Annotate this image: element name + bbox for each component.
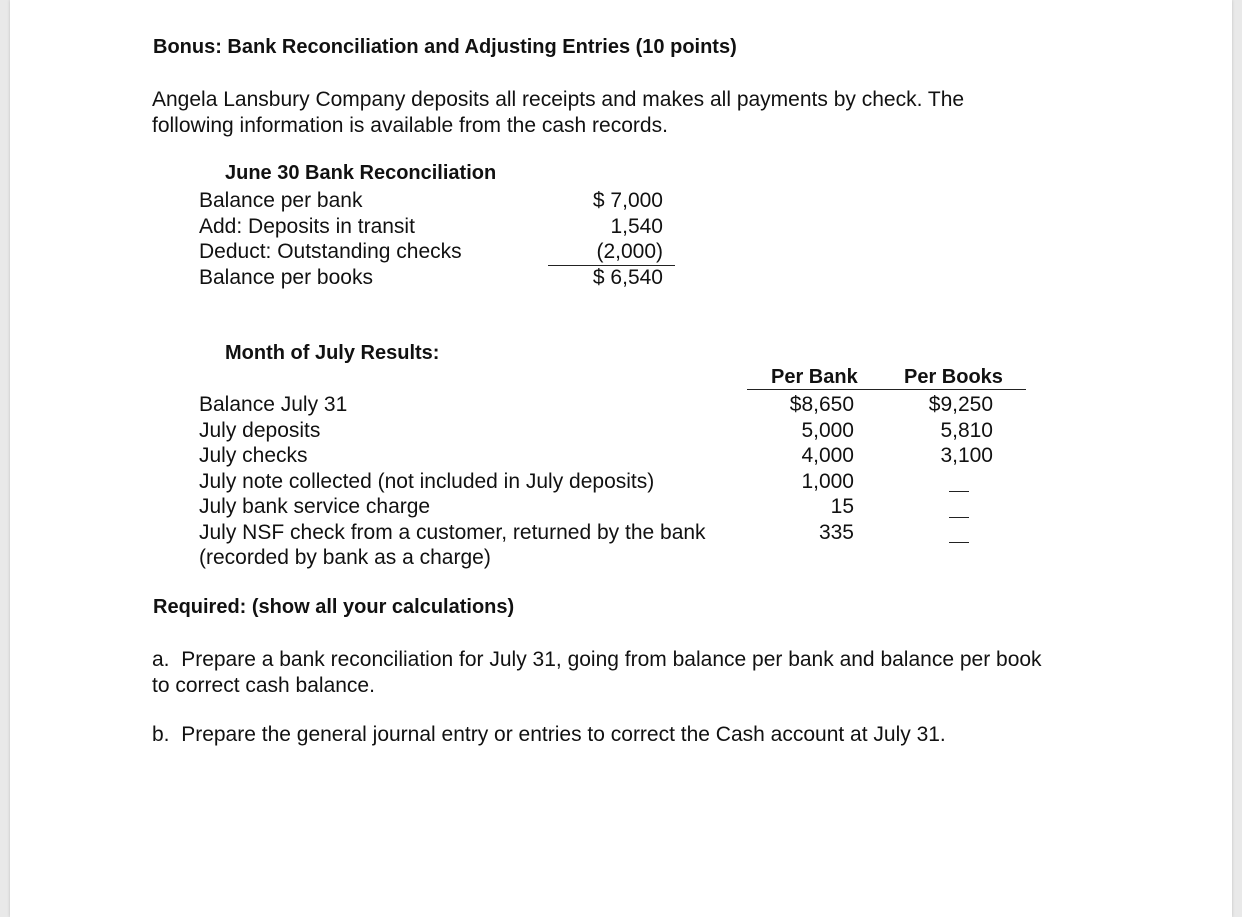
document-page [10,0,1232,917]
july-bank-service-charge: 15 [830,495,854,518]
july-label-balance: Balance July 31 [199,393,348,416]
july-books-balance: $9,250 [928,393,993,416]
july-label-service-charge: July bank service charge [199,495,431,518]
june-value-balance-bank: $ 7,000 [592,189,663,212]
july-bank-note-collected: 1,000 [801,469,854,493]
july-bank-balance: $8,650 [789,393,854,416]
june-value-outstanding-checks [548,239,675,266]
july-label-note-collected: July note collected (not included in July deposits) [199,469,655,493]
july-books-service-charge-dash [949,509,969,527]
june-heading: June 30 Bank Reconciliation [225,162,497,184]
july-label-nsf-note: (recorded by bank as a charge) [199,546,491,569]
july-label-deposits: July deposits [199,418,321,442]
june-value-balance-books: $ 6,540 [592,265,663,289]
part-b-text: Prepare the general journal entry or entries to correct the Cash account at July 31. [181,723,946,746]
part-a-text: Prepare a bank reconciliation for July 31, going from balance per bank and balance per book to correct cash balance. [152,648,1042,697]
july-bank-deposits: 5,000 [801,418,854,442]
dash-mark [949,491,969,492]
june-label-balance-bank: Balance per bank [199,189,363,212]
required-part-b [152,722,1062,748]
required-part-a [152,647,1062,698]
june-value-outstanding-checks-text: (2,000) [596,240,663,263]
july-bank-nsf-check: 335 [818,520,854,544]
july-books-checks: 3,100 [940,444,993,467]
july-books-deposits: 5,810 [940,418,993,442]
intro-paragraph: Angela Lansbury Company deposits all receipts and makes all payments by check. The following information is available from the cash records. [152,88,965,137]
july-books-note-collected-dash [949,483,969,501]
col-header-per-bank-text: Per Bank [771,366,858,388]
dash-mark [949,517,969,518]
june-value-deposits-in-transit: 1,540 [610,214,663,238]
june-label-outstanding-checks: Deduct: Outstanding checks [199,240,462,263]
july-heading: Month of July Results: [225,342,440,364]
dash-mark [949,542,969,543]
july-bank-checks: 4,000 [801,444,854,467]
part-b-marker: b. [152,723,170,746]
required-heading: Required: (show all your calculations) [153,596,515,618]
col-header-per-books [892,366,1026,390]
june-label-deposits-in-transit: Add: Deposits in transit [199,214,415,238]
col-header-per-bank [747,366,892,390]
july-books-nsf-check-dash [949,534,969,552]
col-header-per-books-text: Per Books [904,366,1003,388]
july-label-checks: July checks [199,444,308,467]
page-title: Bonus: Bank Reconciliation and Adjusting Entries (10 points) [153,36,737,58]
part-a-marker: a. [152,648,170,671]
june-label-balance-books: Balance per books [199,265,373,289]
july-label-nsf-check: July NSF check from a customer, returned by the bank [199,520,706,544]
